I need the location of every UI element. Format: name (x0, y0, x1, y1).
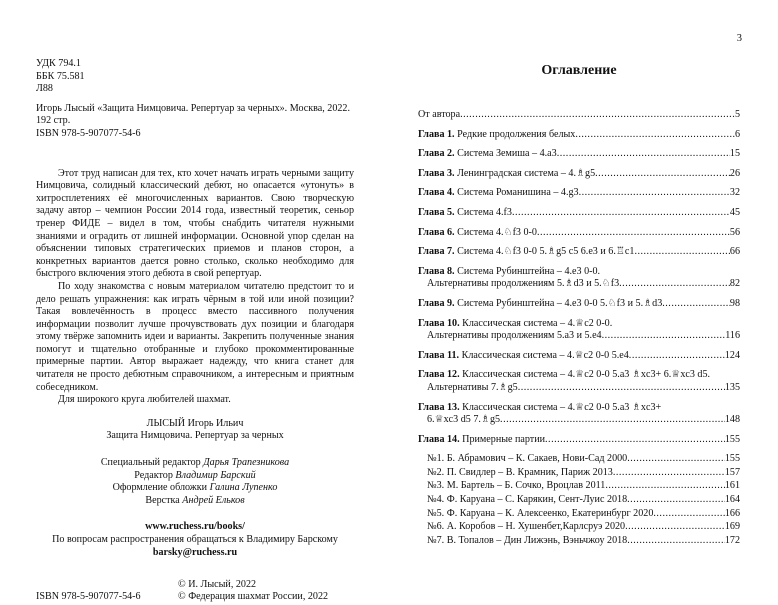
toc-entry[interactable] (418, 318, 740, 343)
copyright-block (36, 579, 354, 605)
chapter-title: Классическая система – 4.♕c2 0-0 5.e4 (459, 349, 629, 361)
chapter-title: Система 4.f3 (454, 206, 512, 218)
bibliographic-line: Игорь Лысый «Защита Нимцовича. Репертуар за черных». Москва, 2022. (36, 102, 350, 114)
toc-entry-text (418, 168, 595, 181)
email-link[interactable]: barsky@ruchess.ru (152, 546, 238, 558)
leader-dots (634, 246, 729, 259)
chapter-title: Система Рубинштейна – 4.e3 0-0 5.♘f3 и 5.♗d3 (454, 297, 663, 309)
chapter-label: Глава 10. (418, 317, 460, 329)
toc-entry[interactable] (418, 434, 740, 447)
page-count: 192 стр. (36, 115, 71, 127)
chapter-label: Глава 4. (418, 187, 455, 199)
leader-dots (627, 494, 725, 507)
cover-design-name: Галина Лупенко (209, 482, 278, 494)
chapter-subtitle: Альтернативы продолжениям 5.a3 и 5.e4 (427, 330, 602, 342)
toc-page: 26 (729, 167, 740, 179)
imprint-page (36, 58, 354, 605)
game-page: 169 (724, 521, 740, 533)
leader-dots (557, 148, 730, 161)
chapter-title: Система 4.♘f3 0-0 5.♗g5 c5 6.e3 и 6.♖c1 (454, 246, 635, 258)
toc-entry[interactable] (418, 350, 740, 363)
chapter-title: Система Земиша – 4.a3 (454, 148, 557, 160)
leader-dots (545, 434, 725, 447)
editor-label: Редактор (134, 469, 173, 481)
annotation-paragraph-1: Этот труд написан для тех, кто хочет начать играть черными защиту Нимцовича, солидный классический дебют, но опасается «утонуть» в хитросплетениях её многочисленных вариантов. Свою творческую задачу автор – чемпион России 2014 года, известный теоретик, сеньор тренер ФИДЕ – видел в том, чтобы снабдить читателя нужными знаниями и оградить от лишней информации. Основной упор сделан на объяснении типовых стратегических приемов и планов сторон, а конкретных вариантов дается ровно столько, сколько необходимо для быстрого включения этого дебюта в свой репертуар. (36, 167, 354, 280)
toc-page: 6 (734, 128, 740, 140)
chapter-title: Классическая система – 4.♕c2 0-0. (459, 317, 613, 329)
copyright-federation: © Федерация шахмат России, 2022 (178, 591, 329, 603)
chapter-label: Глава 8. (418, 265, 455, 277)
leader-dots (627, 535, 725, 548)
chapter-title: Система 4.♘f3 0-0 (454, 226, 537, 238)
toc-entry[interactable] (418, 109, 740, 122)
toc-entry-line (418, 187, 740, 200)
game-title: №7. В. Топалов – Дин Лижэнь, Вэньчжоу 2018 (427, 534, 628, 546)
toc-entry-text (418, 318, 612, 329)
toc-entry-text (418, 109, 460, 122)
toc-page: 45 (729, 206, 740, 218)
special-editor (36, 457, 354, 470)
chapter-label: Глава 9. (418, 297, 455, 309)
game-page: 155 (724, 453, 740, 465)
credits-block (36, 418, 354, 559)
cover-design (36, 482, 354, 495)
chapter-title: Редкие продолжения белых (454, 128, 576, 140)
chapter-title: Система Романишина – 4.g3 (454, 187, 579, 199)
leader-dots (575, 129, 735, 142)
toc-entry-text (418, 266, 600, 277)
toc-entry[interactable] (418, 227, 740, 240)
game-entry[interactable] (418, 467, 740, 480)
udk: УДК 794.1 (36, 58, 81, 69)
toc-entry-line (418, 246, 740, 259)
toc-entry-line (418, 148, 740, 161)
leader-dots (595, 168, 730, 181)
copyright-author: © И. Лысый, 2022 (178, 579, 257, 591)
chapter-title: Классическая система – 4.♕c2 0-0 5.a3 ♗xc3+ (459, 401, 662, 413)
layout-credit-name: Андрей Ельков (182, 494, 245, 506)
toc-title: Оглавление (541, 63, 617, 78)
toc-entry[interactable] (418, 207, 740, 220)
book-title: Защита Нимцовича. Репертуар за черных (106, 430, 284, 442)
isbn-bottom: ISBN 978-5-907077-54-6 (36, 591, 141, 603)
chapter-label: Глава 1. (418, 128, 455, 140)
toc-entry[interactable] (418, 187, 740, 200)
toc-entry-line (418, 382, 740, 395)
chapter-subtitle: Альтернативы продолжениям 5.♗d3 и 5.♘f3 (427, 278, 620, 290)
chapter-title: Примерные партии (459, 433, 546, 445)
toc-entry[interactable] (418, 298, 740, 311)
toc-page: 32 (729, 187, 740, 199)
leader-dots (500, 414, 725, 427)
chapter-title: Ленинградская система – 4.♗g5 (454, 167, 596, 179)
annotation (36, 168, 354, 407)
toc-entry-text (418, 187, 579, 200)
toc-entry-text (418, 369, 710, 380)
toc-page: 5 (734, 109, 740, 120)
toc-entry[interactable] (418, 369, 740, 394)
game-entry[interactable] (418, 508, 740, 521)
game-entry[interactable] (418, 453, 740, 466)
toc-entry-line (418, 369, 740, 382)
toc-entry-text (418, 227, 537, 240)
chapter-label: Глава 2. (418, 148, 455, 160)
leader-dots (619, 278, 730, 291)
game-page: 164 (724, 494, 740, 506)
toc-page: 155 (724, 433, 740, 445)
website-link[interactable]: www.ruchess.ru/books/ (145, 521, 245, 533)
editor (36, 470, 354, 483)
book-author: ЛЫСЫЙ Игорь Ильич (146, 417, 244, 429)
chapter-title: Система Рубинштейна – 4.e3 0-0. (454, 265, 601, 277)
leader-dots (653, 508, 724, 521)
toc-entry-line (418, 227, 740, 240)
chapter-label: Глава 13. (418, 401, 460, 413)
cover-design-label: Оформление обложки (112, 482, 208, 494)
leader-dots (629, 350, 725, 363)
toc-entry-line (418, 402, 740, 415)
toc-entry-line (418, 434, 740, 447)
toc-entry-text (418, 129, 575, 142)
chapter-label: Глава 7. (418, 246, 455, 258)
leader-dots (512, 207, 730, 220)
toc-entry-line (418, 330, 740, 343)
toc-page: 56 (729, 226, 740, 238)
distribution-contact: По вопросам распространения обращаться к Владимиру Барскому (52, 534, 338, 545)
toc-entry-line (418, 129, 740, 142)
game-entry[interactable] (418, 480, 740, 493)
toc-entry-text (418, 207, 512, 220)
leader-dots (613, 467, 725, 480)
toc-entry[interactable] (418, 148, 740, 161)
layout-credit-label: Верстка (145, 494, 180, 506)
layout-credit (36, 495, 354, 508)
toc-entry[interactable] (418, 129, 740, 142)
author-code: Л88 (36, 83, 53, 95)
chapter-label: Глава 11. (418, 349, 460, 361)
special-editor-name: Дарья Трапезникова (203, 457, 290, 469)
toc-entry-line (418, 266, 740, 279)
toc-page: 135 (724, 381, 740, 393)
game-title: №1. Б. Абрамович – К. Сакаев, Нови-Сад 2000 (427, 453, 628, 465)
toc-page: 116 (725, 330, 740, 342)
game-title: №2. П. Свидлер – В. Крамник, Париж 2013 (427, 466, 613, 478)
leader-dots (662, 298, 730, 311)
leader-dots (602, 330, 726, 343)
chapter-label: Глава 6. (418, 226, 455, 238)
toc-entry-text (418, 246, 634, 259)
toc-entry-text (418, 402, 661, 413)
chapter-subtitle: Альтернативы 7.♗g5 (427, 381, 518, 393)
chapter-label: Глава 14. (418, 433, 460, 445)
toc-entry-line (418, 298, 740, 311)
game-entry[interactable] (418, 521, 740, 534)
editor-name: Владимир Барский (175, 469, 256, 481)
game-entry[interactable] (418, 535, 740, 548)
toc-entry[interactable] (418, 246, 740, 259)
chapter-label: Глава 12. (418, 369, 460, 381)
chapter-label: Глава 3. (418, 167, 455, 179)
special-editor-label: Специальный редактор (100, 457, 201, 469)
toc-entry-text (418, 350, 629, 363)
toc-page: 124 (724, 349, 740, 361)
toc-entry[interactable] (418, 402, 740, 427)
chapter-title: Классическая система – 4.♕c2 0-0 5.a3 ♗xc3+ 6.♕xc3 d5. (459, 369, 711, 381)
toc-entry-text (418, 434, 545, 447)
toc-entry[interactable] (418, 266, 740, 291)
toc-entry-line (418, 350, 740, 363)
game-title: №3. М. Бартель – Б. Сочко, Вроцлав 2011 (427, 480, 606, 492)
toc-page: 66 (729, 246, 740, 258)
toc-entry-line (418, 318, 740, 331)
toc-entry[interactable] (418, 168, 740, 181)
toc-page: 82 (729, 278, 740, 290)
leader-dots (460, 109, 735, 122)
toc-list (418, 109, 740, 548)
chapter-title: От автора (418, 109, 461, 120)
toc-page: 98 (729, 297, 740, 309)
game-page: 172 (724, 534, 740, 546)
game-page: 166 (724, 507, 740, 519)
annotation-paragraph-2: По ходу знакомства с новым материалом читателю предстоит то и дело решать упражнения: как играть чёрным в той или иной позиции? Такая вовлечённость в процесс вместо пассивного получения информации позволит лучше прочувствовать дух позиции и благодаря этому твёрже запомнить идеи и варианты. Закрепить полученные знания помогут и тщательно отобранные и глубоко прокомментированные примерные партии. Автор выражает надежду, что книга станет для читателя не просто дебютным справочником, а интересным и приятным собеседником. (36, 280, 354, 393)
leader-dots (627, 453, 725, 466)
toc-entry-line (418, 109, 740, 122)
leader-dots (518, 382, 725, 395)
catalog-block (36, 58, 354, 141)
game-page: 157 (724, 466, 740, 478)
toc-entry-line (418, 278, 740, 291)
toc-page: 15 (729, 148, 740, 160)
leader-dots (625, 521, 725, 534)
leader-dots (579, 187, 730, 200)
toc-entry-line (418, 168, 740, 181)
annotation-paragraph-3: Для широкого круга любителей шахмат. (58, 394, 231, 406)
leader-dots (537, 227, 730, 240)
game-page: 161 (724, 480, 740, 492)
game-title: №6. А. Коробов – Н. Хушенбет,Карлсруэ 2020 (427, 521, 626, 533)
toc-entry-text (418, 148, 557, 161)
chapter-subtitle: 6.♕xc3 d5 7.♗g5 (427, 414, 501, 426)
toc-entry-text (418, 298, 662, 311)
toc-page: 148 (724, 414, 740, 426)
leader-dots (605, 480, 725, 493)
bbk: ББК 75.581 (36, 70, 85, 82)
isbn: ISBN 978-5-907077-54-6 (36, 127, 141, 139)
game-entry[interactable] (418, 494, 740, 507)
page-number: 3 (736, 33, 742, 44)
game-title: №5. Ф. Каруана – К. Алексеенко, Екатеринбург 2020 (427, 507, 654, 519)
chapter-label: Глава 5. (418, 206, 455, 218)
toc-entry-line (418, 207, 740, 220)
game-title: №4. Ф. Каруана – С. Карякин, Сент-Луис 2018 (427, 494, 628, 506)
toc-entry-line (418, 414, 740, 427)
